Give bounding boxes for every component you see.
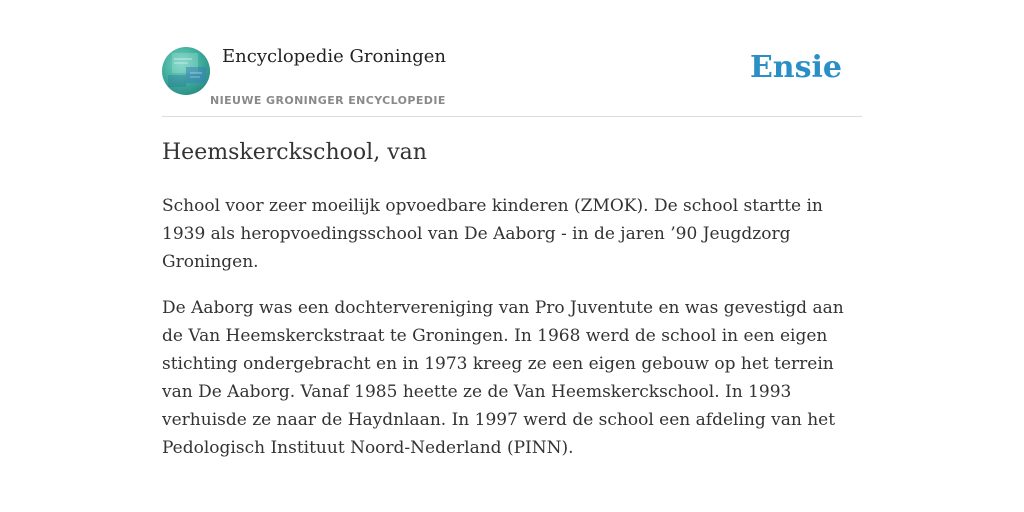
site-header <box>162 0 862 117</box>
encyclopedia-cover-icon <box>162 47 210 95</box>
site-subtitle: NIEUWE GRONINGER ENCYCLOPEDIE <box>210 94 446 107</box>
ensie-brand-logo[interactable]: Ensie <box>749 50 842 85</box>
article-body <box>162 192 862 480</box>
article-title: Heemskerckschool, van <box>162 140 427 165</box>
encyclopedia-logo-avatar[interactable] <box>162 47 210 95</box>
page <box>162 0 862 512</box>
site-title[interactable]: Encyclopedie Groningen <box>222 46 447 67</box>
article-paragraph: School voor zeer moeilijk opvoedbare kinderen (ZMOK). De school startte in 1939 als heropvoedingsschool van De Aaborg - in de jaren ’90 Jeugdzorg Groningen. <box>162 196 823 272</box>
article-paragraph: De Aaborg was een dochtervereniging van Pro Juventute en was gevestigd aan de Van Heemskerckstraat te Groningen. In 1968 werd de school in een eigen stichting ondergebracht en in 1973 kreeg ze een eigen gebouw op het terrein van De Aaborg. Vanaf 1985 heette ze de Van Heemskerckschool. In 1993 verhuisde ze naar de Haydnlaan. In 1997 werd de school een afdeling van het Pedologisch Instituut Noord-Nederland (PINN). <box>162 298 844 458</box>
